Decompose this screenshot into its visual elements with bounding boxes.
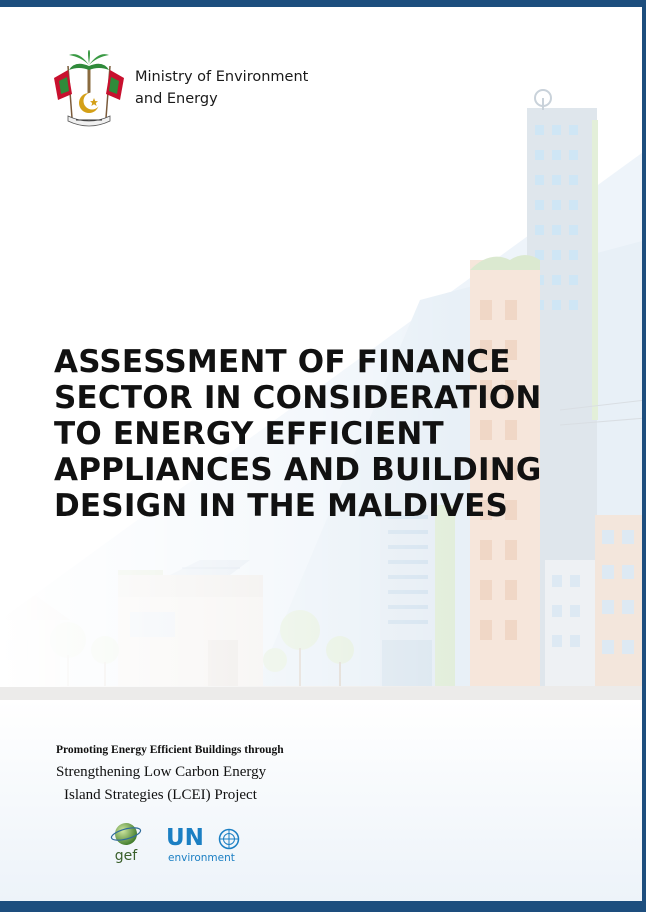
gef-logo <box>104 820 148 866</box>
title-line: SECTOR IN CONSIDERATION <box>54 380 542 416</box>
ministry-name <box>135 66 355 110</box>
top-brand-bar <box>0 0 646 7</box>
title-line: APPLIANCES AND BUILDING <box>54 452 542 488</box>
report-title <box>54 344 634 524</box>
un-environment-logo <box>166 826 250 868</box>
bottom-brand-bar <box>0 901 646 912</box>
title-line: TO ENERGY EFFICIENT <box>54 416 444 452</box>
environment-wordmark: environment <box>168 852 235 864</box>
un-emblem-icon <box>218 828 240 850</box>
right-brand-edge <box>642 7 646 901</box>
title-line: DESIGN IN THE MALDIVES <box>54 488 509 524</box>
ministry-name-line2: and Energy <box>135 91 218 107</box>
state-emblem-icon <box>50 48 128 130</box>
ministry-name-line1: Ministry of Environment <box>135 69 309 85</box>
project-tagline: Promoting Energy Efficient Buildings through <box>56 744 284 756</box>
project-name-line1: Strengthening Low Carbon Energy <box>56 764 267 780</box>
title-line: ASSESSMENT OF FINANCE <box>54 344 511 380</box>
un-wordmark: UN <box>166 825 204 851</box>
gef-wordmark: gef <box>114 848 138 864</box>
project-name-line2: Island Strategies (LCEI) Project <box>64 787 257 803</box>
gef-globe-icon <box>104 820 148 866</box>
